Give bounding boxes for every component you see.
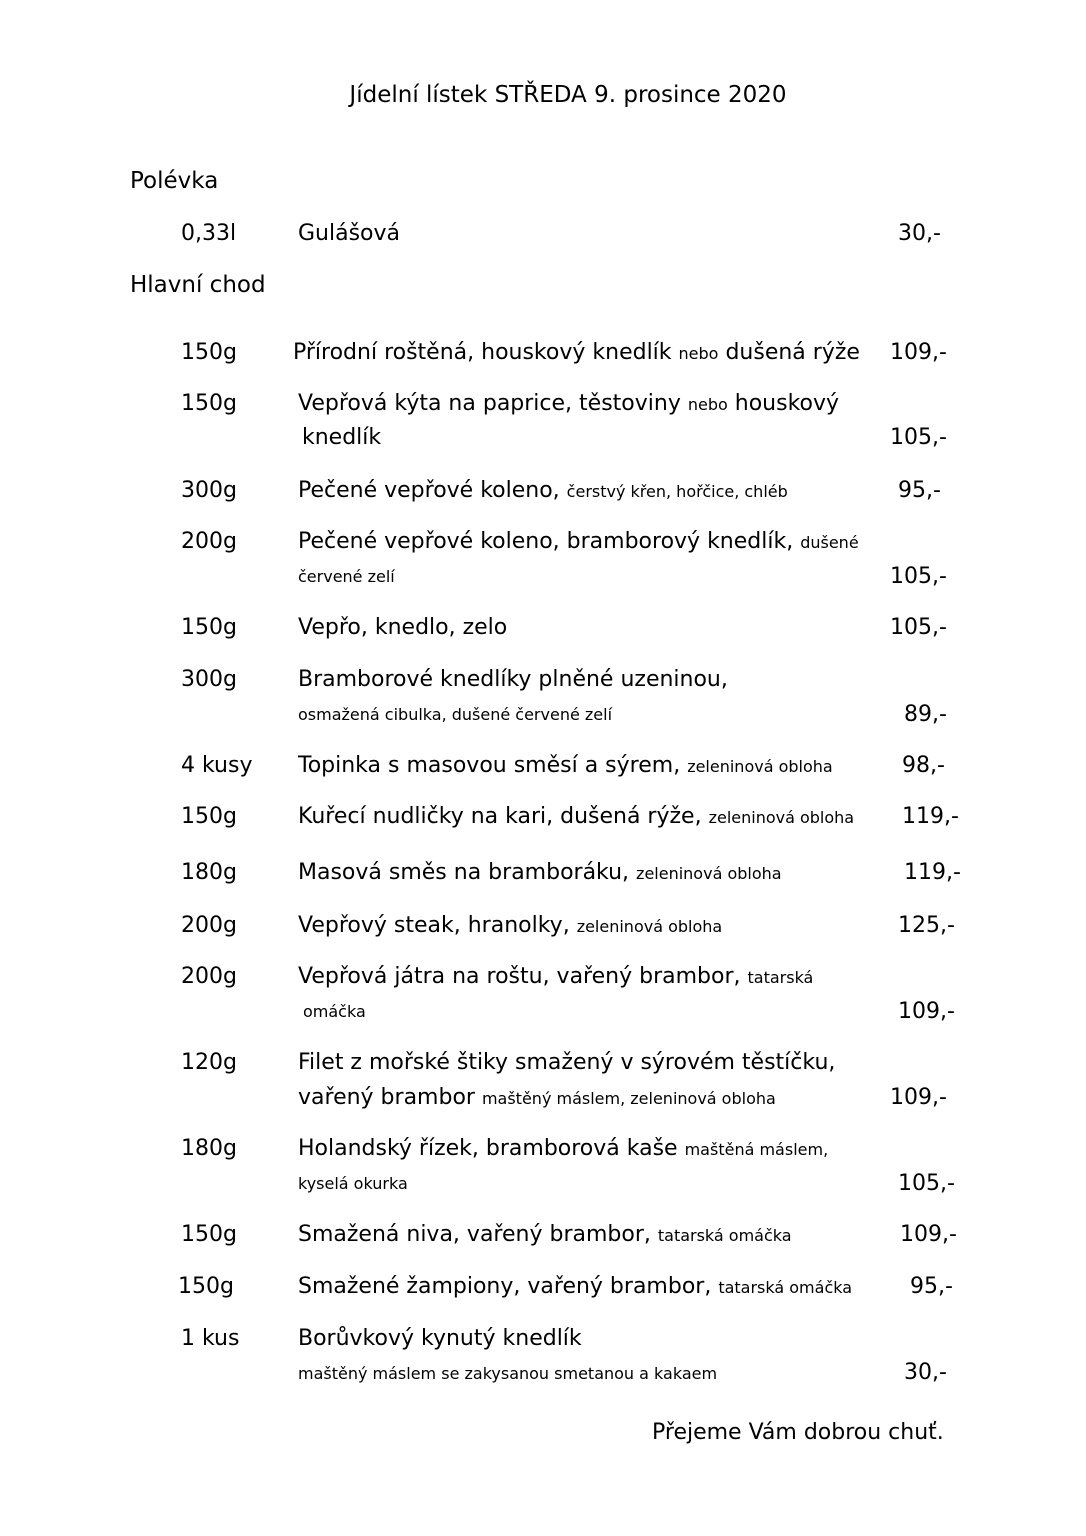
item-note: čerstvý křen, hořčice, chléb xyxy=(566,482,788,501)
item-line-1 xyxy=(298,1224,792,1246)
item-name: Kuřecí nudličky na kari, dušená rýže, xyxy=(298,804,709,829)
item-quantity: 180g xyxy=(181,860,237,885)
item-name: Pečené vepřové koleno, xyxy=(298,478,567,503)
item-name: Vepřová kýta na paprice, těstoviny xyxy=(298,391,688,416)
item-line-2: osmažená cibulka, dušené červené zelí xyxy=(298,705,613,724)
item-line-1 xyxy=(298,480,788,502)
item-quantity: 150g xyxy=(181,615,237,640)
item-line-1 xyxy=(298,862,782,884)
item-note: nebo xyxy=(678,344,719,363)
item-name: Borůvkový kynutý knedlík xyxy=(298,1326,582,1351)
item-quantity: 150g xyxy=(181,340,237,365)
item-price: 98,- xyxy=(902,753,945,778)
item-quantity: 4 kusy xyxy=(181,753,253,778)
item-price: 30,- xyxy=(904,1360,947,1385)
item-name: Smažené žampiony, vařený brambor, xyxy=(298,1274,719,1299)
closing-wish: Přejeme Vám dobrou chuť. xyxy=(652,1420,944,1445)
item-name: Masová směs na bramboráku, xyxy=(298,860,637,885)
soup-quantity: 0,33l xyxy=(181,221,237,246)
page-title: Jídelní lístek STŘEDA 9. prosince 2020 xyxy=(349,82,787,108)
item-line-2 xyxy=(298,1087,776,1109)
item-line-1 xyxy=(298,669,728,691)
item-line-1 xyxy=(298,1276,852,1298)
item-price: 105,- xyxy=(890,564,947,589)
item-note: tatarská omáčka xyxy=(657,1226,792,1245)
item-name: Vepřová játra na roštu, vařený brambor, xyxy=(298,964,748,989)
item-name: Vepřový steak, hranolky, xyxy=(298,913,577,938)
item-price: 125,- xyxy=(898,913,955,938)
item-quantity: 180g xyxy=(181,1136,237,1161)
item-line-2: červené zelí xyxy=(298,567,395,586)
item-line-1 xyxy=(298,755,833,777)
item-price: 109,- xyxy=(890,1085,947,1110)
section-heading-main: Hlavní chod xyxy=(130,272,266,298)
item-quantity: 150g xyxy=(181,391,237,416)
item-note: dušené xyxy=(800,533,859,552)
item-name-cont: vařený brambor xyxy=(298,1085,482,1110)
item-price: 119,- xyxy=(902,804,959,829)
item-price: 105,- xyxy=(890,615,947,640)
item-line-1 xyxy=(298,617,507,639)
item-note: nebo xyxy=(687,395,728,414)
item-line-2: kyselá okurka xyxy=(298,1174,408,1193)
item-line-1 xyxy=(298,1052,835,1074)
item-note: zeleninová obloha xyxy=(687,757,833,776)
item-line-1 xyxy=(298,806,854,828)
soup-price: 30,- xyxy=(898,221,941,246)
item-note: tatarská xyxy=(747,968,814,987)
item-name: Smažená niva, vařený brambor, xyxy=(298,1222,658,1247)
item-quantity: 300g xyxy=(181,667,237,692)
item-name: Filet z mořské štiky smažený v sýrovém těstíčku, xyxy=(298,1050,836,1075)
item-quantity: 200g xyxy=(181,529,237,554)
item-name: Topinka s masovou směsí a sýrem, xyxy=(298,753,688,778)
item-line-1 xyxy=(298,393,839,415)
item-line-2: maštěný máslem se zakysanou smetanou a kakaem xyxy=(298,1364,718,1383)
item-quantity: 150g xyxy=(181,804,237,829)
item-quantity: 300g xyxy=(181,478,237,503)
item-name: Přírodní roštěná, houskový knedlík xyxy=(293,340,679,365)
item-line-1 xyxy=(298,966,813,988)
item-name-cont: houskový xyxy=(727,391,840,416)
item-name: Pečené vepřové koleno, bramborový knedlík, xyxy=(298,529,801,554)
item-price: 119,- xyxy=(904,860,961,885)
item-line-1 xyxy=(298,915,722,937)
item-note: zeleninová obloha xyxy=(708,808,855,827)
item-price: 105,- xyxy=(890,425,947,450)
item-price: 109,- xyxy=(900,1222,957,1247)
item-line-1 xyxy=(293,342,860,364)
item-quantity: 200g xyxy=(181,913,237,938)
item-name: Holandský řízek, bramborová kaše xyxy=(298,1136,685,1161)
item-quantity: 1 kus xyxy=(181,1326,240,1351)
item-price: 89,- xyxy=(904,702,947,727)
item-price: 105,- xyxy=(898,1171,955,1196)
item-name: Vepřo, knedlo, zelo xyxy=(298,615,508,640)
item-line-1 xyxy=(298,531,859,553)
item-note: maštěný máslem, zeleninová obloha xyxy=(481,1089,776,1108)
item-quantity: 150g xyxy=(178,1274,234,1299)
item-name: Bramborové knedlíky plněné uzeninou, xyxy=(298,667,728,692)
soup-name: Gulášová xyxy=(298,221,401,246)
item-note: zeleninová obloha xyxy=(636,864,782,883)
item-price: 95,- xyxy=(910,1274,953,1299)
item-line-1 xyxy=(298,1138,828,1160)
item-price: 109,- xyxy=(898,999,955,1024)
item-note: tatarská omáčka xyxy=(718,1278,853,1297)
item-quantity: 150g xyxy=(181,1222,237,1247)
item-price: 109,- xyxy=(890,340,947,365)
section-heading-soup: Polévka xyxy=(130,168,219,194)
item-note: maštěná máslem, xyxy=(684,1140,829,1159)
item-line-2: omáčka xyxy=(303,1002,366,1021)
item-quantity: 200g xyxy=(181,964,237,989)
item-quantity: 120g xyxy=(181,1050,237,1075)
item-note: zeleninová obloha xyxy=(576,917,723,936)
item-line-1 xyxy=(298,1328,582,1350)
item-name-cont: dušená rýže xyxy=(718,340,860,365)
item-price: 95,- xyxy=(898,478,941,503)
item-line-2: knedlík xyxy=(302,425,382,450)
